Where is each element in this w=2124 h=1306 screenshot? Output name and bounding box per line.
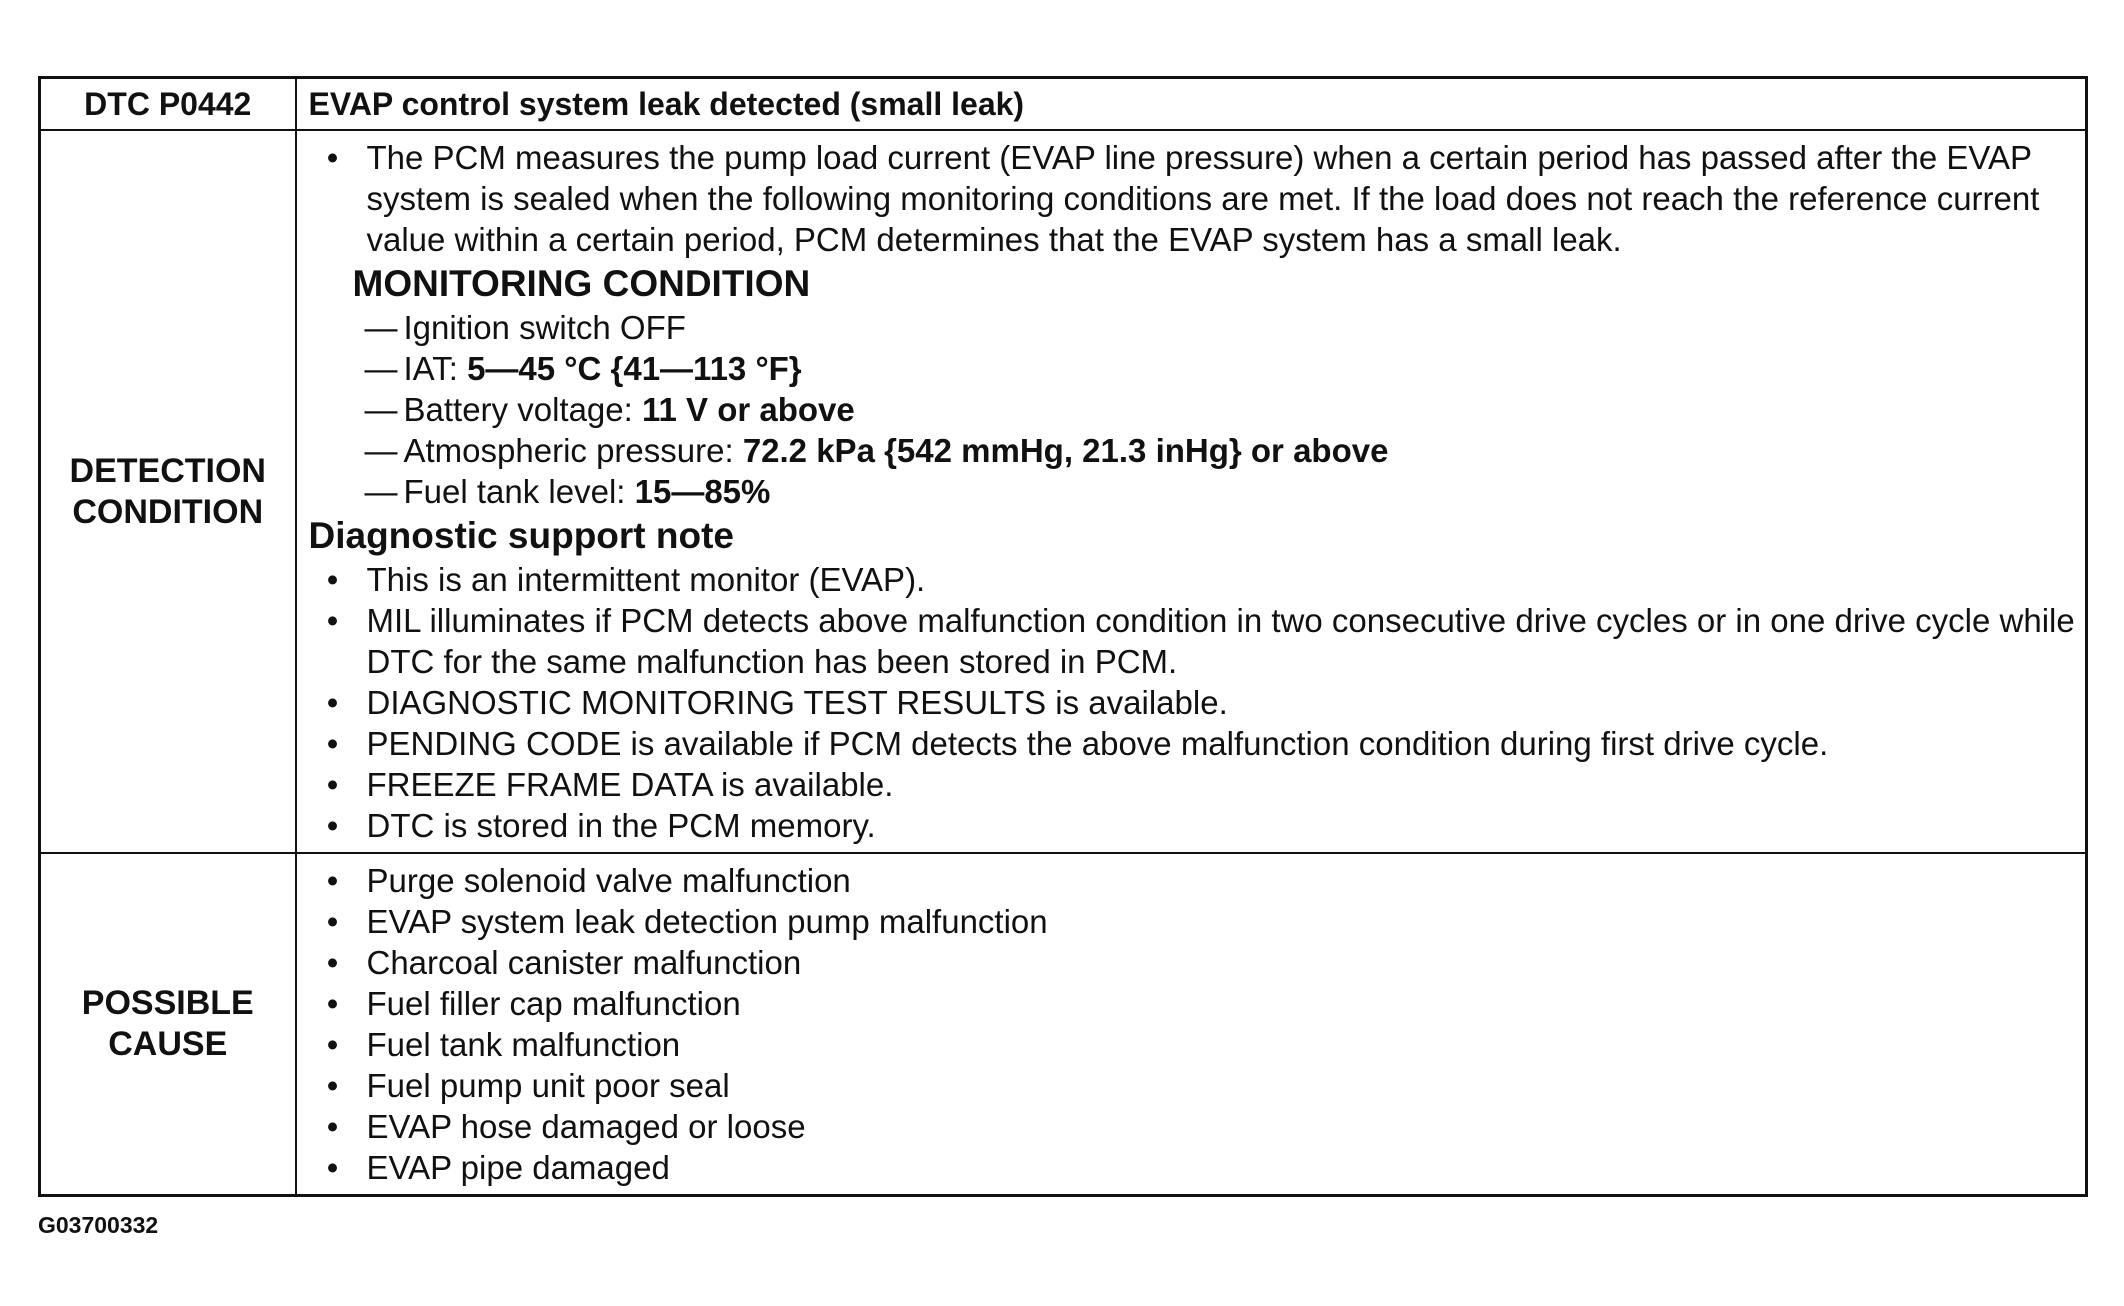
list-item xyxy=(309,942,2076,983)
list-item xyxy=(309,805,2076,846)
dash-icon: — xyxy=(364,473,398,510)
bullet-icon: • xyxy=(326,139,339,176)
cause-text: EVAP system leak detection pump malfunction xyxy=(366,903,1048,940)
list-item xyxy=(309,1065,2076,1106)
list-item xyxy=(309,137,2076,260)
figure-id: G03700332 xyxy=(38,1212,159,1238)
bullet-icon: • xyxy=(326,807,339,844)
bullet-icon: • xyxy=(326,602,339,639)
list-item xyxy=(309,559,2076,600)
monitoring-item xyxy=(365,348,2076,389)
monitoring-item xyxy=(365,389,2076,430)
bullet-icon: • xyxy=(326,862,339,899)
possible-cause-label-text: POSSIBLE CAUSE xyxy=(81,984,254,1063)
detection-intro-list xyxy=(309,137,2076,260)
monitoring-value: 11 V or above xyxy=(641,391,855,428)
bullet-icon: • xyxy=(326,944,339,981)
support-note-heading: Diagnostic support note xyxy=(308,515,734,556)
list-item xyxy=(309,682,2076,723)
bullet-icon: • xyxy=(326,725,339,762)
bullet-icon: • xyxy=(326,1108,339,1145)
support-note-text: This is an intermittent monitor (EVAP). xyxy=(366,561,926,598)
cause-text: Purge solenoid valve malfunction xyxy=(366,862,851,899)
detection-intro-text: The PCM measures the pump load current (EVAP line pressure) when a certain period has passed after the EVAP system is sealed when the following monitoring conditions are met. If the load does not reach the reference current value within a certain period, PCM determines that the EVAP system has a small leak. xyxy=(366,139,2040,258)
dtc-table xyxy=(38,76,2088,1197)
monitoring-label: Atmospheric pressure: xyxy=(403,432,743,469)
detection-label-text: DETECTION CONDITION xyxy=(69,451,266,531)
monitoring-label: IAT: xyxy=(403,350,468,387)
monitoring-label: Fuel tank level: xyxy=(403,473,635,510)
cause-text: Fuel tank malfunction xyxy=(366,1026,681,1063)
possible-cause-row xyxy=(40,853,2087,1196)
monitoring-label: Ignition switch OFF xyxy=(403,309,686,346)
support-note-text: FREEZE FRAME DATA is available. xyxy=(366,766,894,803)
support-note-text: DTC is stored in the PCM memory. xyxy=(366,807,876,844)
list-item xyxy=(309,1147,2076,1188)
bullet-icon: • xyxy=(326,1026,339,1063)
list-item xyxy=(309,860,2076,901)
possible-cause-label xyxy=(40,853,296,1196)
bullet-icon: • xyxy=(326,561,339,598)
list-item xyxy=(309,1106,2076,1147)
monitoring-value: 15—85% xyxy=(634,473,771,510)
bullet-icon: • xyxy=(326,1067,339,1104)
detection-row xyxy=(40,130,2087,853)
dash-icon: — xyxy=(364,309,398,346)
bullet-icon: • xyxy=(326,903,339,940)
header-row xyxy=(40,78,2087,131)
dash-icon: — xyxy=(364,391,398,428)
dtc-title: EVAP control system leak detected (small leak) xyxy=(296,78,2087,131)
bullet-icon: • xyxy=(326,985,339,1022)
cause-text: EVAP pipe damaged xyxy=(366,1149,670,1186)
cause-text: Fuel pump unit poor seal xyxy=(366,1067,730,1104)
monitoring-value: 72.2 kPa {542 mmHg, 21.3 inHg} or above xyxy=(742,432,1389,469)
cause-text: Charcoal canister malfunction xyxy=(366,944,802,981)
list-item xyxy=(309,983,2076,1024)
monitoring-value: 5—45 °C {41—113 °F} xyxy=(467,350,802,387)
possible-cause-content xyxy=(296,853,2087,1196)
support-note-list xyxy=(309,559,2076,846)
dtc-code: DTC P0442 xyxy=(40,78,296,131)
bullet-icon: • xyxy=(326,684,339,721)
cause-text: Fuel filler cap malfunction xyxy=(366,985,741,1022)
bullet-icon: • xyxy=(326,1149,339,1186)
dash-icon: — xyxy=(364,432,398,469)
monitoring-heading: MONITORING CONDITION xyxy=(352,263,811,304)
possible-cause-list xyxy=(309,860,2076,1188)
monitoring-label: Battery voltage: xyxy=(403,391,642,428)
list-item xyxy=(309,723,2076,764)
monitoring-list xyxy=(309,307,2076,512)
monitoring-item xyxy=(365,307,2076,348)
dash-icon: — xyxy=(364,350,398,387)
list-item xyxy=(309,1024,2076,1065)
list-item xyxy=(309,764,2076,805)
monitoring-item xyxy=(365,430,2076,471)
cause-text: EVAP hose damaged or loose xyxy=(366,1108,806,1145)
support-note-text: DIAGNOSTIC MONITORING TEST RESULTS is available. xyxy=(366,684,1228,721)
monitoring-item xyxy=(365,471,2076,512)
detection-condition-label xyxy=(40,130,296,853)
detection-content xyxy=(296,130,2087,853)
support-note-text: PENDING CODE is available if PCM detects the above malfunction condition during first drive cycle. xyxy=(366,725,1829,762)
support-note-text: MIL illuminates if PCM detects above malfunction condition in two consecutive drive cycles or in one drive cycle while DTC for the same malfunction has been stored in PCM. xyxy=(366,602,2075,680)
bullet-icon: • xyxy=(326,766,339,803)
list-item xyxy=(309,901,2076,942)
list-item xyxy=(309,600,2076,682)
